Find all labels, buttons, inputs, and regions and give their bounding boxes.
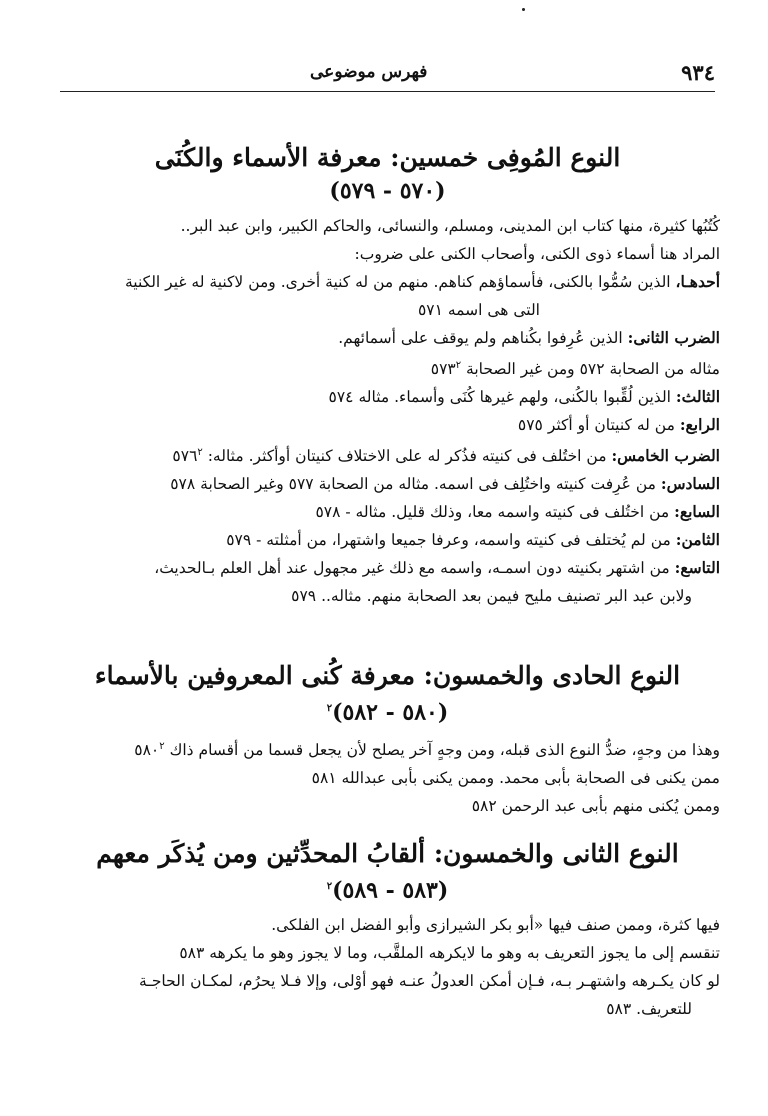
section-range-text: (٥٨٣ - ٥٨٩)	[332, 877, 449, 904]
entry-text: فيها كثرة، وممن صنف فيها «أبو بكر الشيرازى وأبو الفضل ابن الفلكى.	[271, 916, 720, 935]
entry-label: الرابع:	[679, 415, 720, 435]
text-line	[55, 439, 720, 470]
footnote-marker: ٢	[326, 881, 333, 892]
scan-speck	[522, 8, 525, 11]
entry-text: وهذا من وجهٍ، ضدُّ النوع الذى قبله، ومن وجهٍ آخر يصلح لأن يجعل قسما من أقسام ذاك ٥٨٠	[134, 741, 720, 760]
entry-text: المراد هنا أسماء ذوى الكنى، وأصحاب الكنى على ضروب:	[354, 245, 720, 263]
entry-text: من عُرِفت كنيته واختُلِف فى اسمه. مثاله من الصحابة ٥٧٧ وغير الصحابة ٥٧٨	[170, 475, 661, 494]
entry-text: من اختُلف فى كنيته فذُكر له على الاختلاف كنيتان أوأكثر. مثاله: ٥٧٦	[172, 447, 612, 466]
section-title: النوع الحادى والخمسون: معرفة كُنى المعروفين بالأسماء	[94, 661, 681, 690]
text-line	[55, 582, 720, 610]
section-range-text: (٥٧٠ - ٥٧٩)	[329, 178, 446, 204]
text-line	[55, 995, 720, 1023]
entry-text: مثاله من الصحابة ٥٧٢ ومن غير الصحابة ٥٧٣	[430, 360, 720, 379]
text-line	[55, 383, 720, 411]
section-51	[55, 658, 720, 820]
running-title: فهرس موضوعى	[310, 62, 428, 82]
page-header	[60, 58, 715, 92]
footnote-marker: ٢	[326, 703, 333, 714]
entry-label: أحدهـا،	[675, 272, 720, 291]
section-title: النوع المُوفِى خمسين: معرفة الأسماء والكُنَى	[154, 143, 621, 172]
entry-label: الضرب الخامس:	[611, 446, 720, 466]
entry-text: للتعريف. ٥٨٣	[606, 1000, 692, 1019]
text-line	[55, 733, 720, 764]
entry-label: الضرب الثانى:	[627, 328, 720, 347]
footnote-marker: ٢	[455, 360, 462, 371]
section-50	[55, 140, 720, 610]
text-line	[55, 296, 720, 324]
section-title: النوع الثانى والخمسون: ألقابُ المحدِّثين ومن يُذكَر معهم	[96, 839, 679, 868]
text-line	[55, 470, 720, 498]
text-line	[55, 764, 720, 792]
text-line	[55, 240, 720, 268]
section-52	[55, 836, 720, 1023]
entry-text: ولابن عبد البر تصنيف مليح فيمن بعد الصحابة منهم. مثاله.. ٥٧٩	[291, 587, 692, 606]
entry-text: الذين عُرِفوا بكُناهم ولم يوقف على أسمائهم.	[338, 329, 628, 347]
text-line	[55, 212, 720, 240]
entry-label: السابع:	[674, 502, 720, 522]
text-line	[55, 324, 720, 352]
entry-text: وممن يُكنى منهم بأبى عبد الرحمن ٥٨٢	[471, 797, 720, 816]
section-range	[55, 694, 720, 727]
text-line	[55, 554, 720, 582]
entry-text: من لم يُختلف فى كنيته واسمه، وعرفا جميعا واشتهرا، من أمثلته - ٥٧٩	[226, 531, 676, 550]
entry-label: الثامن:	[675, 530, 720, 550]
entry-text: تنقسم إلى ما يجوز التعريف به وهو ما لايكرهه الملقَّب، وما لا يجوز وهو ما يكرهه ٥٨٣	[179, 944, 720, 963]
text-line	[55, 792, 720, 820]
text-line	[55, 411, 720, 439]
section-range-text: (٥٨٠ - ٥٨٢)	[332, 699, 449, 726]
entry-text: الذين سُمُّوا بالكنى، فأسماؤهم كناهم. منهم من له كنية أخرى. ومن لاكنية له غير الكنية	[124, 273, 676, 291]
footnote-marker: ٢	[197, 447, 203, 459]
text-line	[55, 498, 720, 526]
entry-label: التاسع:	[674, 558, 720, 578]
footnote-marker: ٢	[159, 741, 165, 753]
section-range	[55, 176, 720, 206]
entry-text: من له كنيتان أو أكثر ٥٧٥	[517, 416, 680, 435]
entry-text: التى هى اسمه ٥٧١	[417, 301, 540, 319]
header-rule	[60, 91, 715, 92]
entry-text: من اختُلف فى كنيته واسمه معا، وذلك قليل. مثاله - ٥٧٨	[315, 503, 675, 522]
text-line	[55, 268, 720, 296]
entry-label: السادس:	[660, 474, 720, 494]
entry-label: الثالث:	[675, 387, 720, 407]
entry-text: ممن يكنى فى الصحابة بأبى محمد. وممن يكنى بأبى عبدالله ٥٨١	[311, 769, 720, 788]
entry-text: من اشتهر بكنيته دون اسمـه، واسمه مع ذلك غير مجهول عند أهل العلم بـالحديث،	[154, 559, 675, 578]
text-line	[55, 526, 720, 554]
text-line	[55, 911, 720, 939]
text-line	[55, 939, 720, 967]
text-line	[55, 967, 720, 995]
entry-text: الذين لُقِّبوا بالكُنى، ولهم غيرها كُنَى وأسماء. مثاله ٥٧٤	[328, 388, 676, 407]
entry-text: كُتُبُها كثيرة، منها كتاب ابن المدينى، ومسلم، والنسائى، والحاكم الكبير، وابن عبد البر..	[180, 217, 720, 235]
section-range	[55, 872, 720, 905]
entry-text: لو كان يكـرهه واشتهـر بـه، فـإن أمكن العدولُ عنـه فهو أوْلى، وإلا فـلا يحرُم، لمكـان الحاجـة	[138, 972, 720, 991]
page-number: ٩٣٤	[681, 60, 715, 85]
text-line	[55, 352, 720, 383]
